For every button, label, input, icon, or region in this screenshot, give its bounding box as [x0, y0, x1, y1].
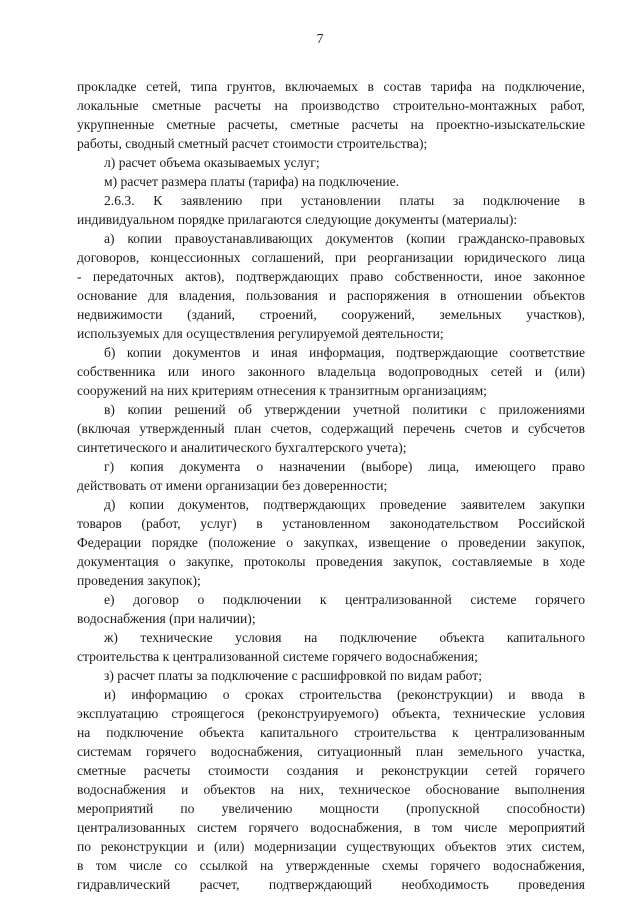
- text-line: мероприятий по увеличению мощности (пропускной способности): [77, 801, 585, 816]
- text-line: собственника или иного законного владельца водопроводных сетей и (или): [77, 364, 585, 379]
- text-line: строительства к централизованной системе горячего водоснабжения;: [77, 649, 478, 664]
- text-line: работы, сводный сметный расчет стоимости строительства);: [77, 136, 428, 151]
- text-line: основание для владения, пользования и распоряжения в отношении объектов: [77, 288, 585, 303]
- text-line: эксплуатацию строящегося (реконструируемого) объекта, технические условия: [77, 706, 585, 721]
- text-line: гидравлический расчет, подтверждающий необходимость проведения: [77, 877, 585, 892]
- text-line: - передаточных актов), подтверждающих право собственности, иное законное: [77, 269, 585, 284]
- text-line: индивидуальном порядке прилагаются следующие документы (материалы):: [77, 212, 518, 227]
- text-line: водоснабжения (при наличии);: [77, 611, 256, 626]
- text-line: документация о закупке, протоколы проведения закупок, составляемые в ходе: [77, 554, 585, 569]
- list-item-line: г) копия документа о назначении (выборе) лица, имеющего право: [104, 459, 585, 474]
- text-line: на подключение объекта капитального строительства к централизованным: [77, 725, 585, 740]
- text-line: укрупненные сметные расчеты, сметные расчеты на проектно-изыскательские: [77, 117, 585, 132]
- text-line: договоров, концессионных соглашений, при реорганизации юридического лица: [77, 250, 585, 265]
- text-line: товаров (работ, услуг) в установленном законодательством Российской: [77, 516, 585, 531]
- list-item-line: д) копии документов, подтверждающих проведение заявителем закупки: [104, 497, 585, 512]
- page-number: 7: [316, 31, 324, 46]
- list-item-line: в) копии решений об утверждении учетной политики с приложениями: [104, 402, 585, 417]
- list-item-line: б) копии документов и иная информация, подтверждающие соответствие: [104, 345, 585, 360]
- text-line: действовать от имени организации без доверенности;: [77, 478, 388, 493]
- text-line: (включая утвержденный план счетов, содержащий перечень счетов и субсчетов: [77, 421, 585, 436]
- list-item-line: з) расчет платы за подключение с расшифровкой по видам работ;: [104, 668, 483, 683]
- list-item-line: а) копии правоустанавливающих документов (копии гражданско-правовых: [104, 231, 585, 246]
- list-item-line: ж) технические условия на подключение объекта капитального: [104, 630, 585, 645]
- text-line: м) расчет размера платы (тарифа) на подключение.: [104, 174, 400, 189]
- text-line: Федерации порядке (положение о закупках, извещение о проведении закупок,: [77, 535, 585, 550]
- list-item-line: е) договор о подключении к централизованной системе горячего: [104, 592, 585, 607]
- text-line: локальные сметные расчеты на производство строительно-монтажных работ,: [77, 98, 585, 113]
- list-item-line: и) информацию о сроках строительства (реконструкции) и ввода в: [104, 687, 585, 702]
- text-line: по реконструкции и (или) модернизации существующих объектов этих систем,: [77, 839, 585, 854]
- text-line: прокладке сетей, типа грунтов, включаемых в состав тарифа на подключение,: [77, 79, 585, 94]
- text-line: системам горячего водоснабжения, ситуационный план земельного участка,: [77, 744, 585, 759]
- text-line: проведения закупок);: [77, 573, 201, 588]
- text-line: синтетического и аналитического бухгалтерского учета);: [77, 440, 407, 455]
- text-line: в том числе со ссылкой на утвержденные схемы горячего водоснабжения,: [77, 858, 585, 873]
- section-heading-line: 2.6.3. К заявлению при установлении платы за подключение в: [104, 193, 585, 208]
- text-line: используемых для осуществления регулируемой деятельности;: [77, 326, 444, 341]
- text-line: сооружений на них критериям отнесения к транзитным организациям;: [77, 383, 487, 398]
- text-line: недвижимости (зданий, строений, сооружений, земельных участков),: [77, 307, 585, 322]
- text-line: централизованных систем горячего водоснабжения, в том числе мероприятий: [77, 820, 585, 835]
- text-line: л) расчет объема оказываемых услуг;: [104, 155, 320, 170]
- text-line: сметные расчеты стоимости создания и реконструкции сетей горячего: [77, 763, 585, 778]
- text-line: водоснабжения и объектов на них, техническое обоснование выполнения: [77, 782, 585, 797]
